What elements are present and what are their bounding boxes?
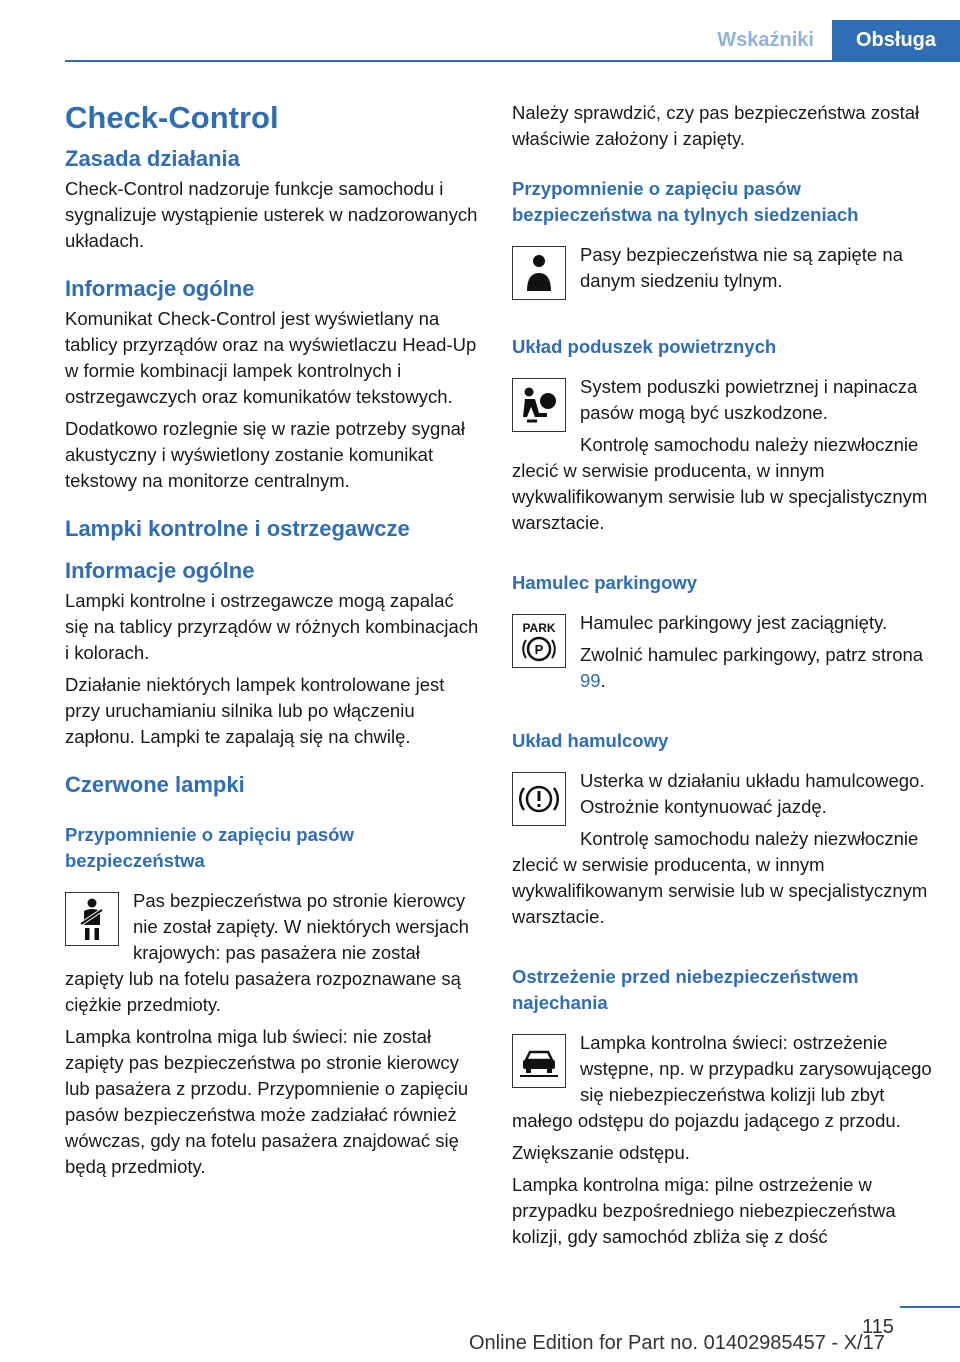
paragraph: Lampki kontrolne i ostrzegawcze mogą zapalać się na tablicy przyrządów w różnych kombinacjach i kolorach. — [65, 590, 479, 663]
airbag-item — [512, 374, 932, 542]
rear-seatbelt-item — [512, 242, 932, 306]
heading-informacje-2: Informacje ogólne — [65, 558, 255, 583]
heading-zasada: Zasada działania — [65, 146, 240, 171]
paragraph: Pas bezpieczeństwa po stronie kierowcy nie został zapięty. W niektórych wersjach krajowych: pas pasażera nie został zapięty lub na fotelu pasażera rozpoznawane są ciężkie przedmioty. — [65, 890, 469, 1015]
rear-seat-occupant-icon — [512, 246, 566, 300]
collision-warning-icon — [512, 1034, 566, 1088]
paragraph: Hamulec parkingowy jest zaciągnięty. — [580, 612, 888, 633]
paragraph: Dodatkowo rozlegnie się w razie potrzeby sygnał akustyczny i wyświetlony zostanie komunikat tekstowy na monitorze centralnym. — [65, 418, 466, 491]
heading-tylne-pasy: Przypomnienie o zapięciu pasów bezpieczeństwa na tylnych siedzeniach — [512, 178, 859, 225]
paragraph: Lampka kontrolna miga lub świeci: nie został zapięty pas bezpieczeństwa po stronie kierowcy lub pasażera z przodu. Przypomnienie o zapięciu pasów bezpieczeństwa może zadziałać również wówczas, gdy na fotelu pasażera znajdować się będą przedmioty. — [65, 1026, 469, 1177]
paragraph: Działanie niektórych lampek kontrolowane jest przy uruchamianiu silnika lub po włączeniu zapłonu. Lampki te zapalają się na chwilę. — [65, 674, 445, 747]
right-column — [512, 100, 932, 1256]
seatbelt-icon — [65, 892, 119, 946]
paragraph: Kontrolę samochodu należy niezwłocznie zlecić w serwisie producenta, w innym wykwalifikowanym serwisie lub w specjalistycznym warsztacie. — [512, 434, 928, 533]
heading-kolizja: Ostrzeżenie przed niebezpieczeństwem najechania — [512, 966, 859, 1013]
footer-rule — [900, 1306, 960, 1308]
heading-hamulec-parkingowy: Hamulec parkingowy — [512, 572, 698, 593]
left-column — [65, 96, 479, 1186]
paragraph: System poduszki powietrznej i napinacza pasów mogą być uszkodzone. — [580, 376, 918, 423]
page-title: Check-Control — [65, 100, 279, 135]
paragraph — [512, 642, 932, 694]
seatbelt-item — [65, 888, 479, 1024]
heading-uklad-hamulcowy: Układ hamulcowy — [512, 730, 669, 751]
heading-lampki: Lampki kontrolne i ostrzegawcze — [65, 516, 410, 541]
paragraph: Lampka kontrolna świeci: ostrzeżenie wstępne, np. w przypadku zarysowującego się niebezpieczeństwa kolizji lub zbyt małego odstępu do pojazdu jadącego z przodu. — [512, 1032, 932, 1131]
header-tabs — [699, 20, 960, 60]
paragraph: Pasy bezpieczeństwa nie są zapięte na danym siedzeniu tylnym. — [580, 244, 903, 291]
heading-informacje: Informacje ogólne — [65, 276, 255, 301]
paragraph: Kontrolę samochodu należy niezwłocznie zlecić w serwisie producenta, w innym wykwalifikowanym serwisie lub w specjalistycznym warsztacie. — [512, 828, 928, 927]
heading-czerwone: Czerwone lampki — [65, 772, 245, 797]
paragraph: Check-Control nadzoruje funkcje samochodu i sygnalizuje wystąpienie usterek w nadzorowanych układach. — [65, 178, 478, 251]
paragraph: Zwiększanie odstępu. — [512, 1142, 690, 1163]
brake-item — [512, 768, 932, 936]
collision-item — [512, 1030, 932, 1140]
park-icon-text: PARK — [522, 621, 556, 635]
text: Zwolnić hamulec parkingowy, patrz strona — [580, 644, 924, 665]
heading-pasy: Przypomnienie o zapięciu pasów bezpieczeństwa — [65, 824, 354, 871]
header-rule — [65, 60, 960, 62]
tab-obsluga[interactable]: Obsługa — [832, 20, 960, 60]
page-link[interactable]: 99 — [580, 670, 601, 691]
page-number: 115 — [862, 1316, 894, 1338]
airbag-icon — [512, 378, 566, 432]
parking-brake-item — [512, 610, 932, 700]
tab-wskazniki[interactable]: Wskaźniki — [699, 20, 832, 60]
paragraph: Komunikat Check-Control jest wyświetlany na tablicy przyrządów oraz na wyświetlaczu Head-Up w formie kombinacji lampek kontrolnych i ostrzegawczych oraz komunikatów tekstowych. — [65, 308, 477, 407]
paragraph: Usterka w działaniu układu hamulcowego. Ostrożnie kontynuować jazdę. — [580, 770, 925, 817]
park-icon-letter: P — [534, 642, 544, 657]
text: . — [600, 670, 606, 691]
brake-warning-icon — [512, 772, 566, 826]
heading-airbag: Układ poduszek powietrznych — [512, 336, 777, 357]
paragraph: Należy sprawdzić, czy pas bezpieczeństwa został właściwie założony i zapięty. — [512, 102, 920, 149]
paragraph: Lampka kontrolna miga: pilne ostrzeżenie w przypadku bezpośredniego niebezpieczeństwa kolizji, gdy samochód zbliża się z dość — [512, 1174, 896, 1247]
parking-brake-icon — [512, 614, 566, 668]
edition-footer: Online Edition for Part no. 01402985457 - X/17 — [469, 1332, 885, 1354]
